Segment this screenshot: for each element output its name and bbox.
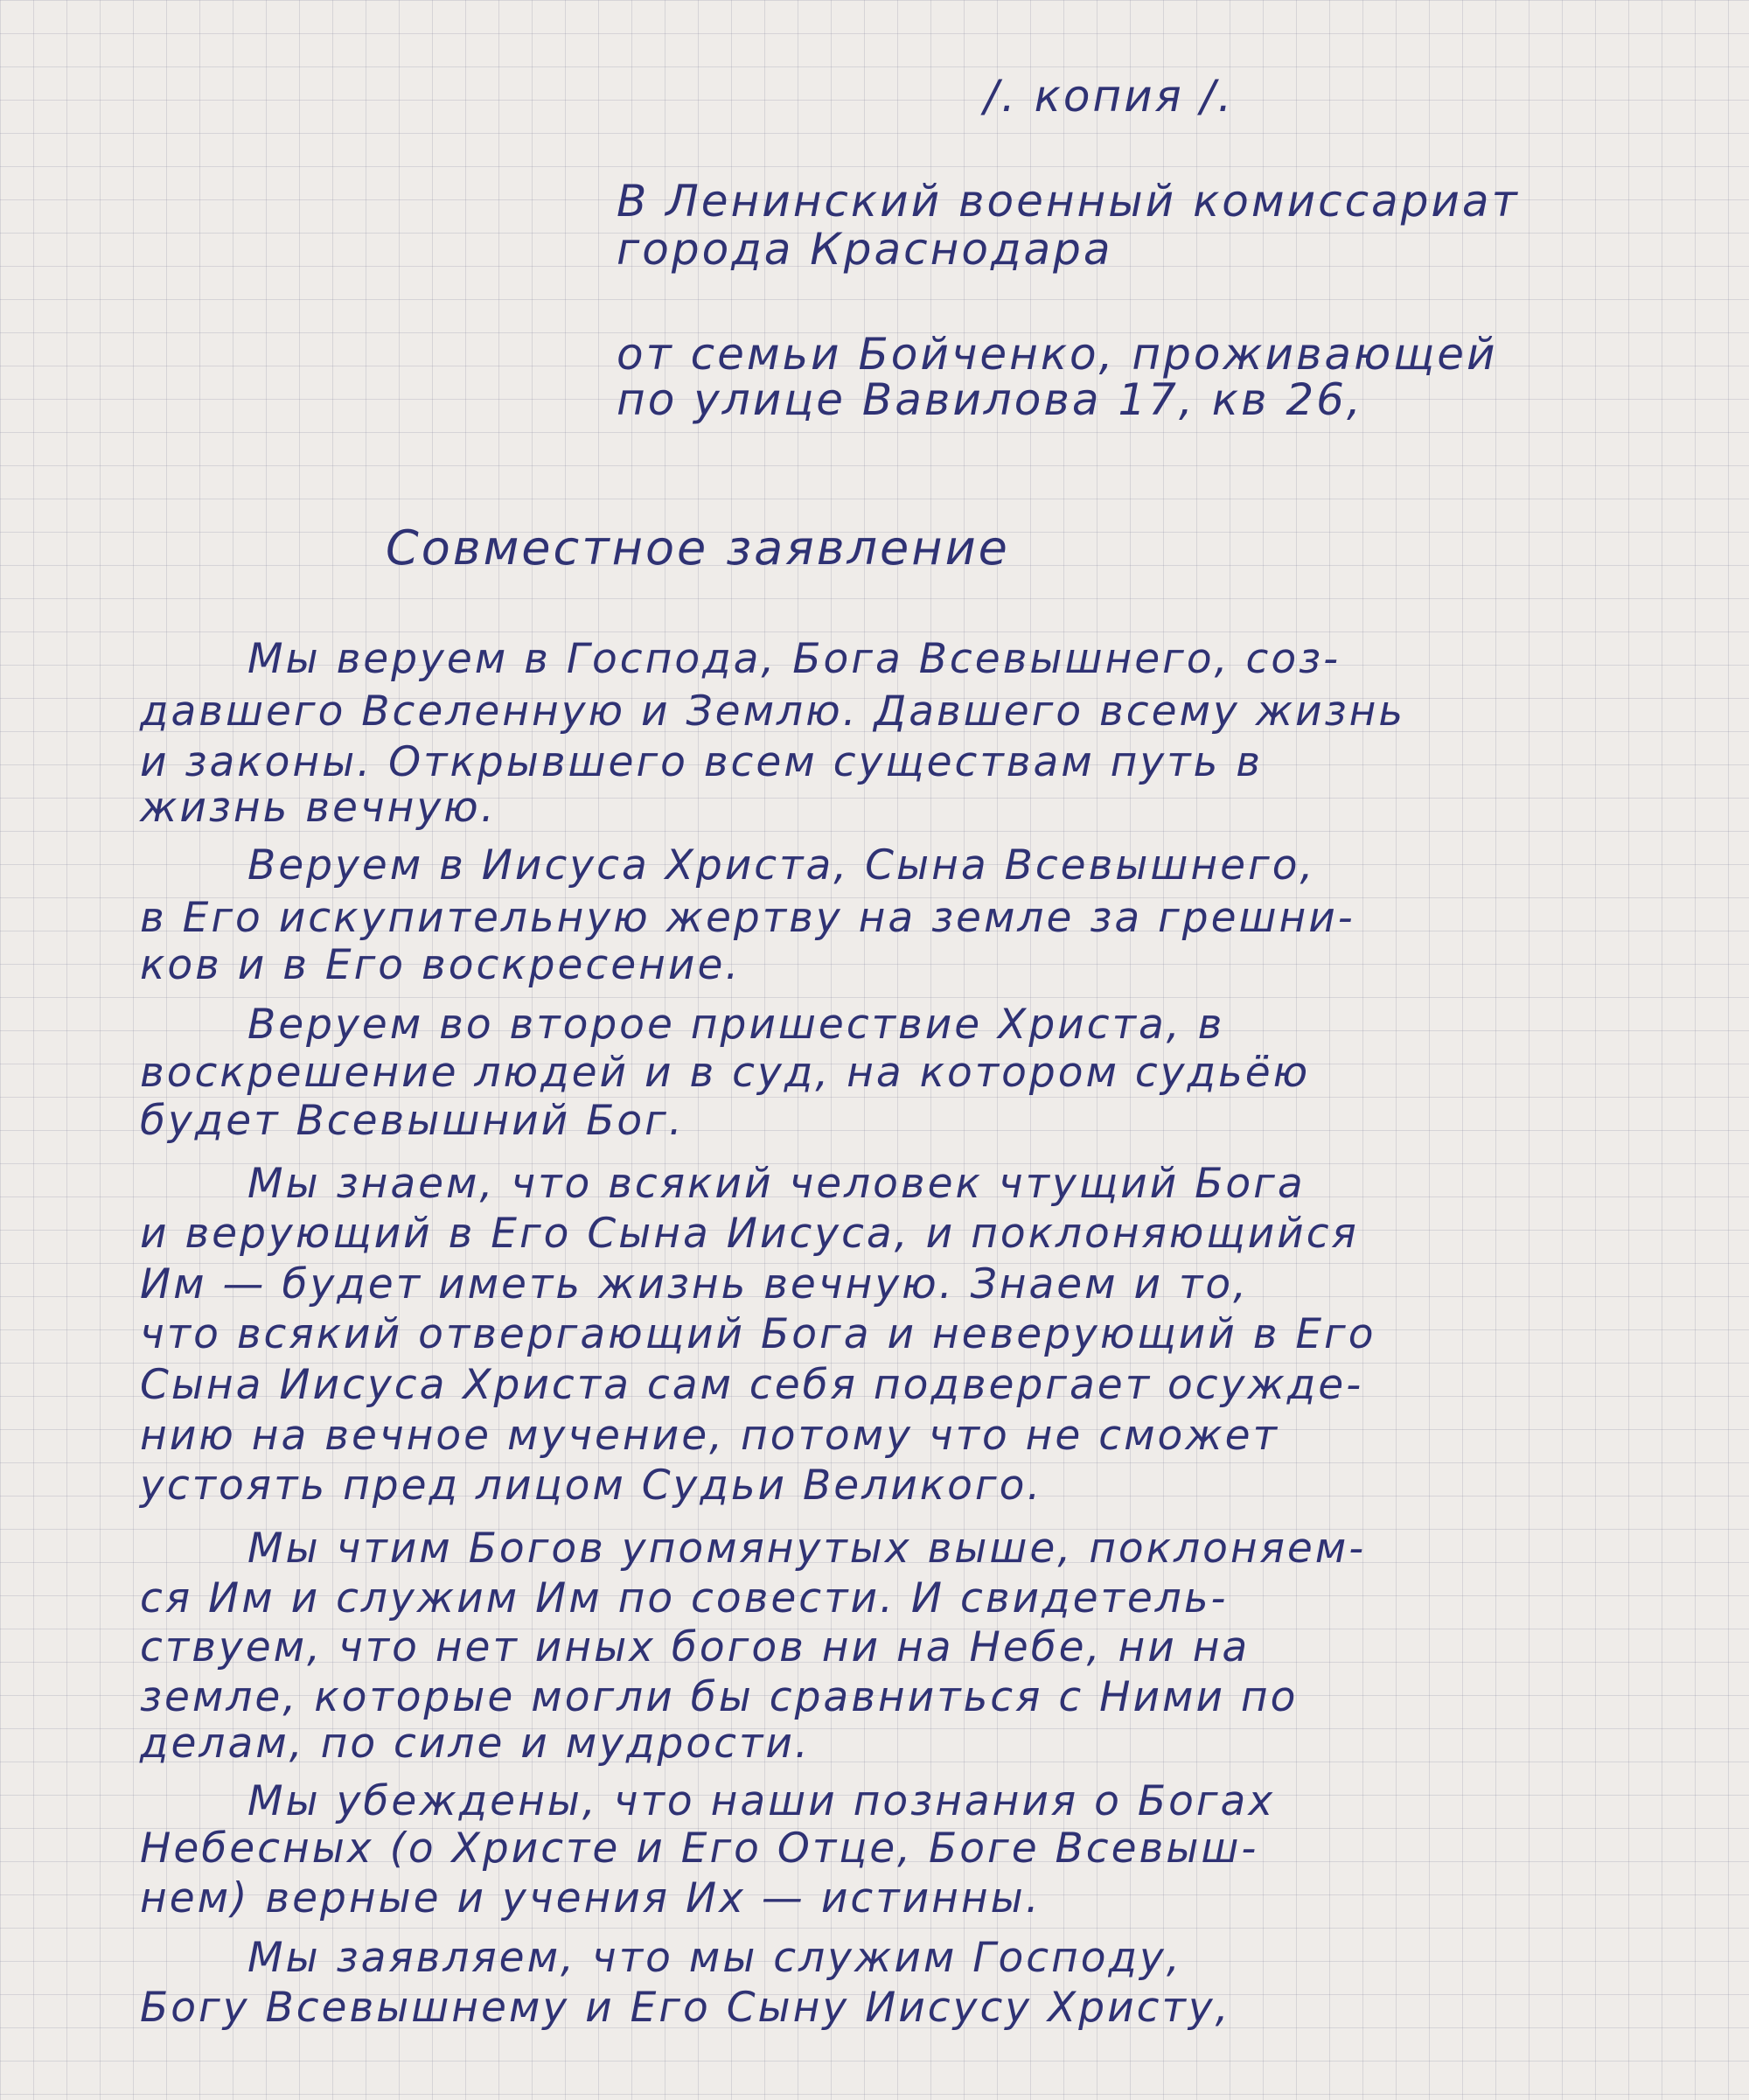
body-line: ся Им и служим Им по совести. И свидетель- [140, 1574, 1229, 1622]
body-line: что всякий отвергающий Бога и неверующий в Его [140, 1310, 1376, 1358]
body-line: и верующий в Его Сына Иисуса, и поклоняющийся [140, 1210, 1359, 1258]
body-line: делам, по силе и мудрости. [140, 1720, 811, 1768]
body-line: Веруем в Иисуса Христа, Сына Всевышнего, [247, 841, 1316, 890]
body-line: давшего Вселенную и Землю. Давшего всему жизнь [140, 687, 1406, 736]
body-line: нем) верные и учения Их — истинны. [140, 1874, 1042, 1922]
addressee-line-2: города Краснодара [617, 224, 1113, 275]
body-line: ков и в Его воскресение. [140, 941, 742, 989]
body-line: Небесных (о Христе и Его Отце, Боге Всевыш- [140, 1824, 1259, 1873]
addressee-line-1: В Ленинский военный комиссариат [617, 176, 1520, 227]
body-line: будет Всевышний Бог. [140, 1097, 685, 1145]
body-line: Мы убеждены, что наши познания о Богах [247, 1777, 1276, 1825]
body-line: Мы знаем, что всякий человек чтущий Бога [247, 1160, 1306, 1208]
body-line: земле, которые могли бы сравниться с Ними по [140, 1673, 1299, 1721]
body-line: Веруем во второе пришествие Христа, в [247, 1001, 1225, 1049]
body-line: Сына Иисуса Христа сам себя подвергает осужде- [140, 1361, 1364, 1409]
body-line: Мы чтим Богов упомянутых выше, поклоняем- [247, 1524, 1367, 1573]
copy-mark: /. копия /. [984, 71, 1235, 122]
body-line: ствуем, что нет иных богов ни на Небе, ни на [140, 1623, 1251, 1671]
body-line: в Его искупительную жертву на земле за грешни- [140, 894, 1355, 942]
document-title: Совместное заявление [386, 520, 1010, 576]
body-line: устоять пред лицом Судьи Великого. [140, 1462, 1043, 1510]
body-line: жизнь вечную. [140, 784, 497, 832]
body-line: и законы. Открывшего всем существам путь в [140, 738, 1263, 786]
body-line: воскрешение людей и в суд, на котором судьёю [140, 1049, 1311, 1097]
body-line: нию на вечное мучение, потому что не сможет [140, 1412, 1279, 1460]
body-line: Богу Всевышнему и Его Сыну Иисусу Христу, [140, 1984, 1231, 2032]
body-line: Мы веруем в Господа, Бога Всевышнего, соз- [247, 635, 1341, 683]
sender-line-2: по улице Вавилова 17, кв 26, [617, 374, 1363, 425]
body-line: Им — будет иметь жизнь вечную. Знаем и то, [140, 1260, 1250, 1308]
body-line: Мы заявляем, что мы служим Господу, [247, 1934, 1182, 1982]
sender-line-1: от семьи Бойченко, проживающей [617, 329, 1498, 380]
